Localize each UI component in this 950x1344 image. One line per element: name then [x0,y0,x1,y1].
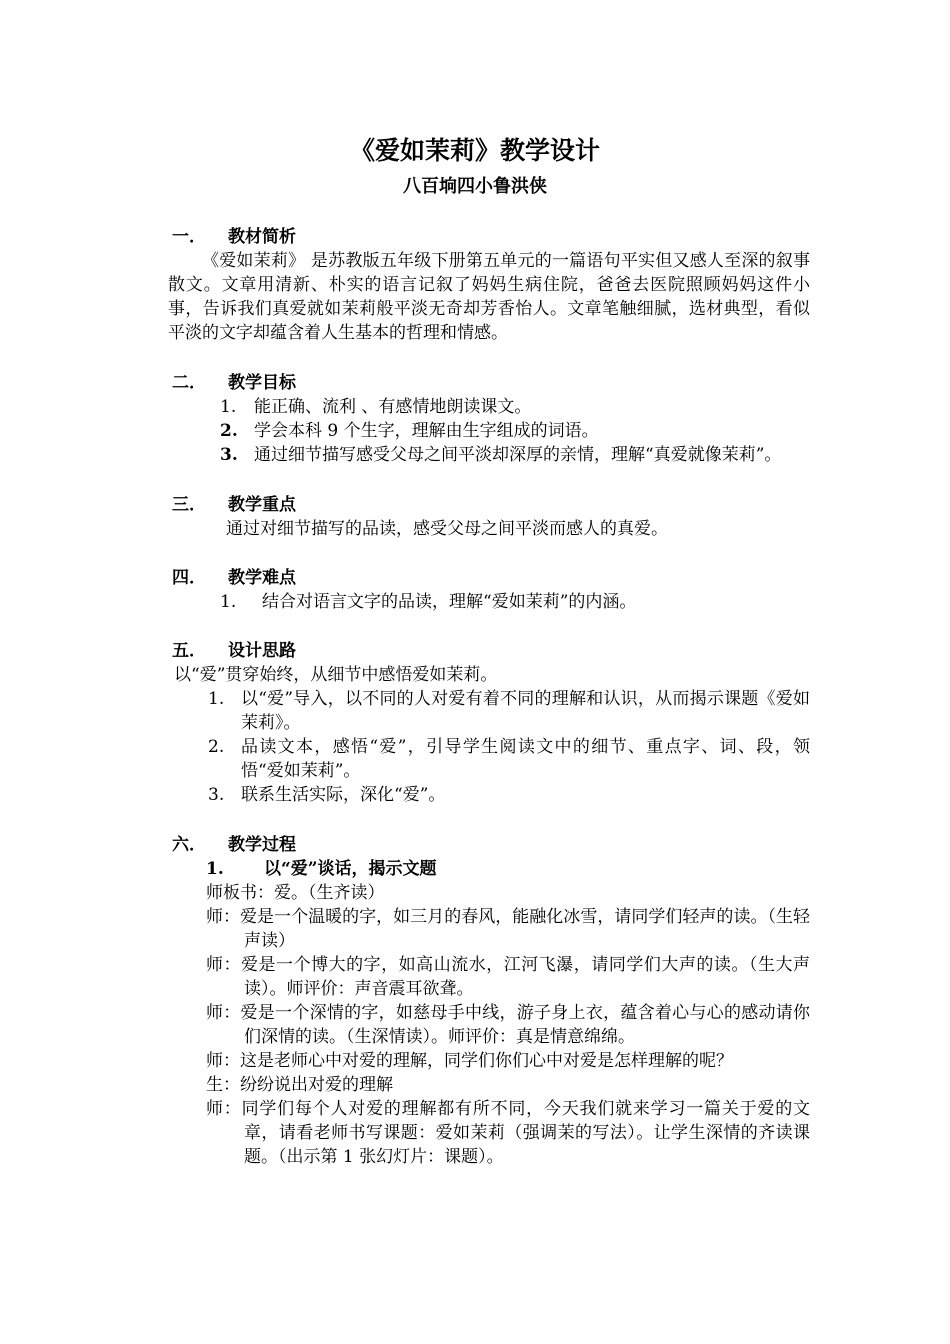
list-item-text: 品读文本，感悟“爱”，引导学生阅读文中的细节、重点字、词、段，领悟“爱如茉莉”。 [241,737,810,781]
teaching-dialog [168,881,810,1169]
list-item-text: 学会本科 9 个生字，理解由生字组成的词语。 [254,421,599,441]
dialog-line: 师：这是老师心中对爱的理解，同学们你们心中对爱是怎样理解的呢？ [206,1051,733,1071]
list-item [168,590,810,614]
section-paragraph: 通过对细节描写的品读，感受父母之间平淡而感人的真爱。 [226,519,668,539]
list-item-number: 1. [208,689,225,709]
list-item-text: 通过细节描写感受父母之间平淡却深厚的亲情，理解“真爱就像茉莉”。 [254,445,782,465]
design-idea-list [168,687,810,807]
section-number: 三． [172,495,206,515]
section-intro: 以“爱”贯穿始终，从细节中感悟爱如茉莉。 [174,665,498,685]
section-number: 四． [172,568,206,588]
section-title: 教学过程 [228,835,296,855]
dialog-line: 师板书：爱。（生齐读） [206,883,385,903]
section-title: 教学目标 [228,373,296,393]
section-title: 教材简析 [228,227,296,247]
dialog-line: 师：爱是一个博大的字，如高山流水，江河飞瀑，请同学们大声的读。（生大声读）。师评价：声音震耳欲聋。 [206,955,810,999]
difficulty-list [168,590,810,614]
list-item [168,783,810,807]
subsection-heading [168,857,810,881]
section-number: 五． [172,641,206,661]
list-item-number: 2. [208,737,225,757]
list-item-text: 联系生活实际，深化“爱”。 [241,785,446,805]
document-author: 八百垧四小鲁洪侠 [403,176,547,197]
section-title: 教学难点 [228,568,296,588]
dialog-line: 师：同学们每个人对爱的理解都有所不同，今天我们就来学习一篇关于爱的文章，请看老师书写课题：爱如茉莉（强调茉的写法）。让学生深情的齐读课题。（出示第 1 张幻灯片：课题）。 [206,1099,810,1167]
section-number: 二． [172,373,206,393]
dialog-line: 师：爱是一个温暖的字，如三月的春风，能融化冰雪，请同学们轻声的读。（生轻声读） [206,907,810,951]
dialog-line: 师：爱是一个深情的字，如慈母手中线，游子身上衣，蕴含着心与心的感动请你们深情的读。（生深情读）。师评价：真是情意绵绵。 [206,1003,810,1047]
section-title: 设计思路 [228,641,296,661]
list-item [168,687,810,735]
list-item-number: 1. [220,397,237,417]
list-item-number: 3. [208,785,225,805]
list-item-number: 1. [220,592,237,612]
subsection-title: 以“爱”谈话，揭示文题 [264,859,437,879]
list-item-text: 以“爱”导入，以不同的人对爱有着不同的理解和认识，从而揭示课题《爱如茉莉》。 [241,689,810,733]
section-heading-4 [168,566,810,590]
section-heading-2 [168,371,810,395]
section-heading-1 [168,225,810,249]
document-title: 《爱如茉莉》教学设计 [349,136,600,165]
section-paragraph: 《爱如茉莉》 是苏教版五年级下册第五单元的一篇语句平实但又感人至深的叙事散文。文章用清新、朴实的语言记叙了妈妈生病住院，爸爸去医院照顾妈妈这件小事，告诉我们真爱就如茉莉般平淡无奇却芳香怡人。文章笔触细腻，选材典型，看似平淡的文字却蕴含着人生基本的哲理和情感。 [168,251,810,343]
dialog-line: 生：纷纷说出对爱的理解 [206,1075,393,1095]
goals-list [168,395,810,467]
subsection-number: 1. [206,859,224,879]
section-heading-6 [168,833,810,857]
section-number: 一． [172,227,206,247]
section-title: 教学重点 [228,495,296,515]
list-item-number: 2. [220,421,238,441]
list-item [168,735,810,783]
section-heading-3 [168,493,810,517]
list-item [168,395,810,419]
section-heading-5 [168,639,810,663]
list-item-number: 3. [220,445,238,465]
list-item [168,443,810,467]
list-item-text: 结合对语言文字的品读，理解“爱如茉莉”的内涵。 [262,592,637,612]
document-body [168,225,810,1169]
list-item [168,419,810,443]
section-number: 六． [172,835,206,855]
list-item-text: 能正确、流利 、有感情地朗读课文。 [254,397,532,417]
